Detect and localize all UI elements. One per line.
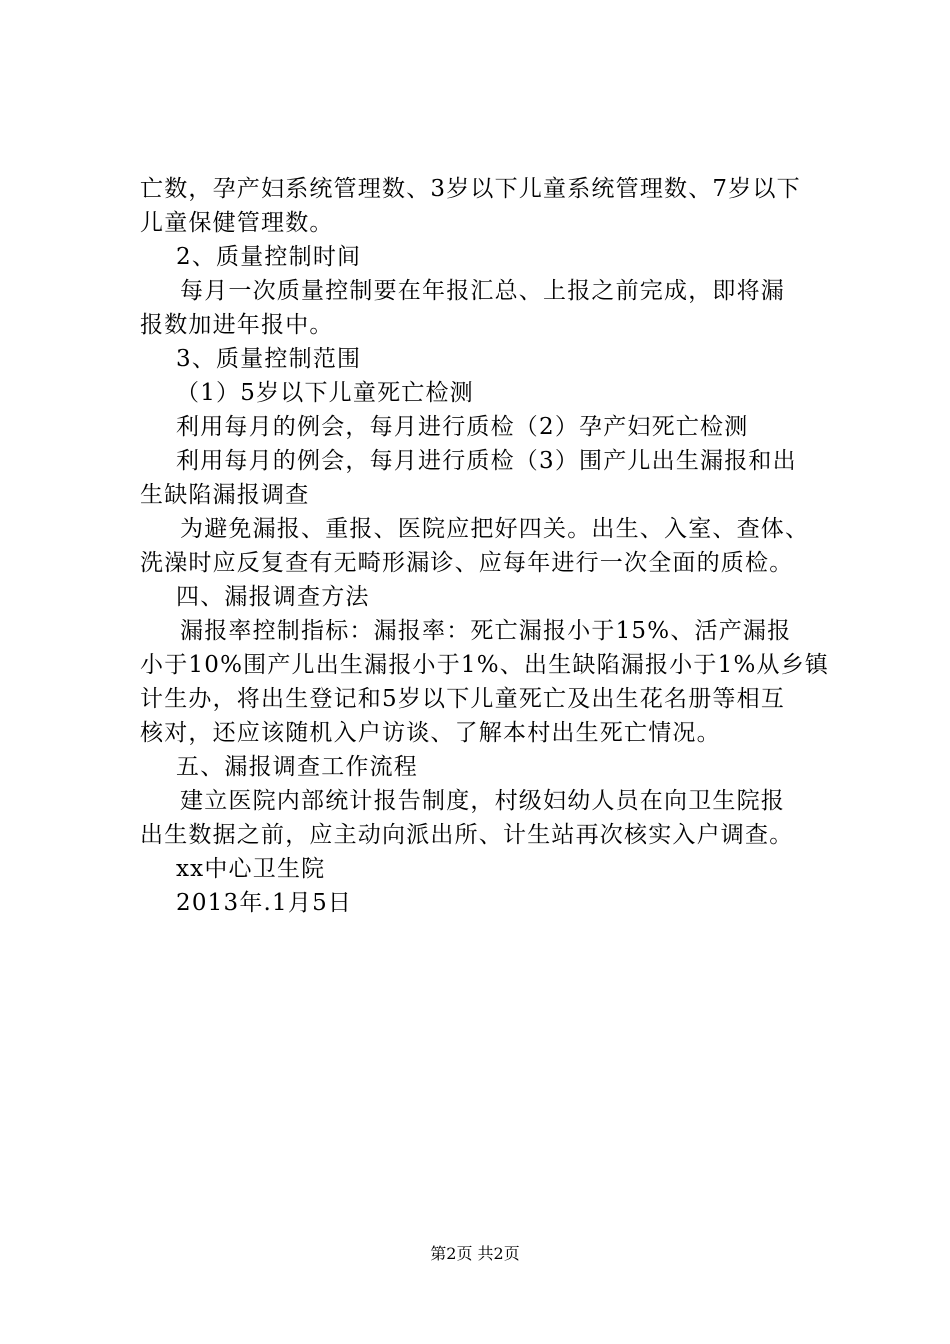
paragraph-line: 报数加进年报中。: [140, 312, 334, 338]
paragraph-line: 亡数，孕产妇系统管理数、3岁以下儿童系统管理数、7岁以下: [140, 176, 801, 202]
paragraph-line: 利用每月的例会，每月进行质检（2）孕产妇死亡检测: [176, 414, 749, 440]
section-heading: 四、漏报调查方法: [176, 584, 370, 610]
paragraph-line: 建立医院内部统计报告制度，村级妇幼人员在向卫生院报: [180, 788, 785, 814]
paragraph-line: 小于10%围产儿出生漏报小于1%、出生缺陷漏报小于1%从乡镇: [140, 652, 830, 678]
signature-organization: xx中心卫生院: [176, 856, 326, 882]
paragraph-line: 利用每月的例会，每月进行质检（3）围产儿出生漏报和出: [176, 448, 797, 474]
section-heading: 2、质量控制时间: [176, 244, 362, 270]
document-body: [140, 172, 840, 920]
paragraph-line: 洗澡时应反复查有无畸形漏诊、应每年进行一次全面的质检。: [140, 550, 794, 576]
paragraph-line: 每月一次质量控制要在年报汇总、上报之前完成，即将漏: [180, 278, 785, 304]
paragraph-line: 生缺陷漏报调查: [140, 482, 310, 508]
section-heading: 3、质量控制范围: [176, 346, 362, 372]
paragraph-line: 出生数据之前，应主动向派出所、计生站再次核实入户调查。: [140, 822, 794, 848]
paragraph-line: 为避免漏报、重报、医院应把好四关。出生、入室、查体、: [180, 516, 810, 542]
subsection-heading: （1）5岁以下儿童死亡检测: [176, 380, 474, 406]
paragraph-line: 漏报率控制指标：漏报率：死亡漏报小于15%、活产漏报: [180, 618, 792, 644]
paragraph-line: 计生办，将出生登记和5岁以下儿童死亡及出生花名册等相互: [140, 686, 786, 712]
signature-date: 2013年.1月5日: [176, 890, 353, 916]
paragraph-line: 核对，还应该随机入户访谈、了解本村出生死亡情况。: [140, 720, 721, 746]
paragraph-line: 儿童保健管理数。: [140, 210, 334, 236]
section-heading: 五、漏报调查工作流程: [176, 754, 418, 780]
page-number-footer: 第2页 共2页: [430, 1244, 520, 1263]
